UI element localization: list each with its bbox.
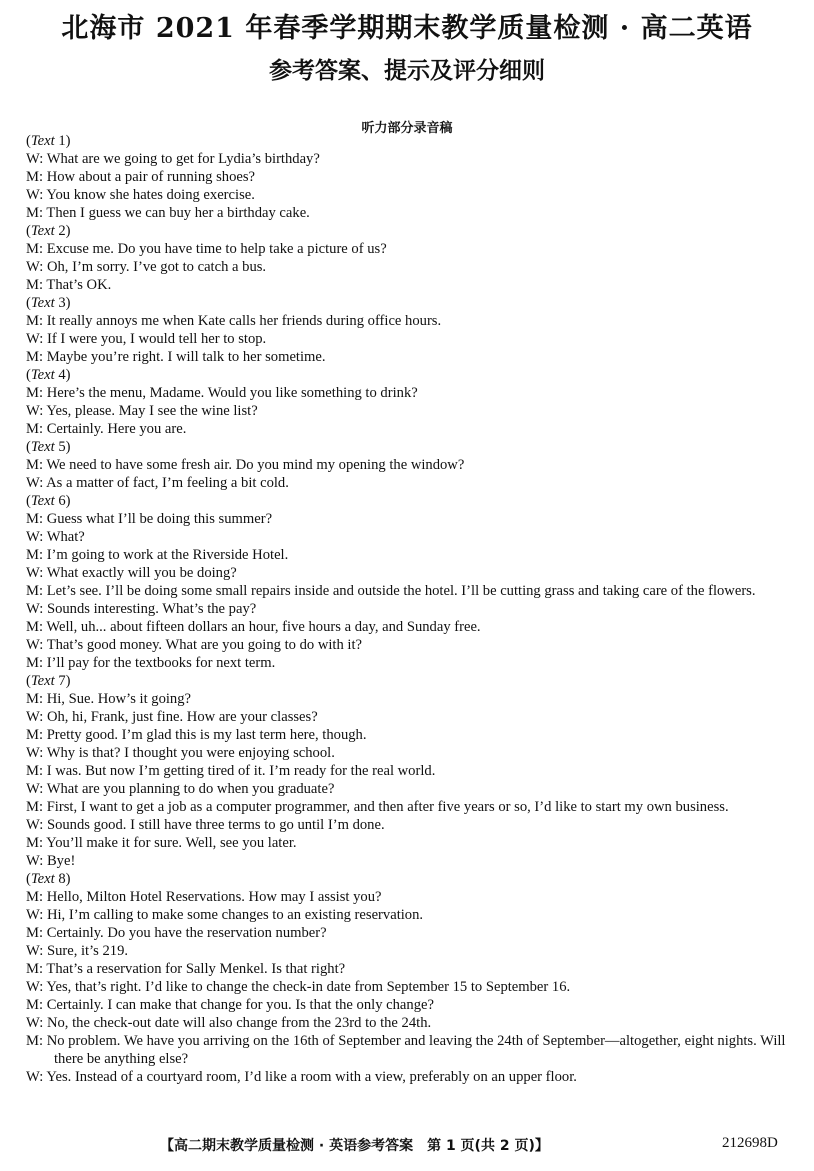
dialogue-text: What are you planning to do when you graduate? xyxy=(46,781,335,797)
speaker-label: M: xyxy=(26,961,44,977)
footer-code: 212698D xyxy=(722,1135,778,1151)
dialogue-line xyxy=(26,726,786,744)
dialogue-text: Maybe you’re right. I will talk to her sometime. xyxy=(46,349,326,365)
dialogue-text: What are we going to get for Lydia’s birthday? xyxy=(46,151,320,167)
speaker-label: W: xyxy=(26,601,44,617)
dialogue-text: I was. But now I’m getting tired of it. I’m ready for the real world. xyxy=(46,763,436,779)
speaker-label: M: xyxy=(26,691,44,707)
text-header-open: ( xyxy=(26,223,31,239)
speaker-label: M: xyxy=(26,925,44,941)
text-header-open: ( xyxy=(26,871,31,887)
speaker-label: M: xyxy=(26,277,44,293)
dialogue-text: It really annoys me when Kate calls her friends during office hours. xyxy=(46,313,442,329)
speaker-label: M: xyxy=(26,421,44,437)
speaker-label: M: xyxy=(26,727,44,743)
dialogue-text: Sounds interesting. What’s the pay? xyxy=(46,601,257,617)
dialogue-line xyxy=(26,330,786,348)
speaker-label: M: xyxy=(26,583,44,599)
text-header-number: 2) xyxy=(54,223,71,239)
speaker-label: M: xyxy=(26,349,44,365)
dialogue-text: First, I want to get a job as a computer programmer, and then after five years or so, I’d like to start my own business. xyxy=(46,799,729,815)
speaker-label: W: xyxy=(26,403,44,419)
speaker-label: M: xyxy=(26,835,44,851)
speaker-label: W: xyxy=(26,907,44,923)
dialogue-line xyxy=(26,240,786,258)
document-title: 北海市 2021 年春季学期期末教学质量检测 · 高二英语 xyxy=(61,13,753,44)
dialogue-line xyxy=(26,996,786,1014)
speaker-label: W: xyxy=(26,943,44,959)
speaker-label: M: xyxy=(26,547,44,563)
dialogue-text: Hi, Sue. How’s it going? xyxy=(46,691,191,707)
dialogue-text: Oh, hi, Frank, just fine. How are your classes? xyxy=(46,709,318,725)
dialogue-text: Certainly. Here you are. xyxy=(46,421,187,437)
text-header-number: 1) xyxy=(54,133,71,149)
speaker-label: W: xyxy=(26,331,44,347)
speaker-label: M: xyxy=(26,889,44,905)
dialogue-line xyxy=(26,276,786,294)
dialogue-line xyxy=(26,258,786,276)
speaker-label: W: xyxy=(26,637,44,653)
dialogue-line xyxy=(26,186,786,204)
dialogue-line xyxy=(26,834,786,852)
speaker-label: W: xyxy=(26,1069,44,1085)
dialogue-line xyxy=(26,204,786,222)
dialogue-text: That’s OK. xyxy=(46,277,112,293)
dialogue-line xyxy=(26,528,786,546)
dialogue-text: Hello, Milton Hotel Reservations. How may I assist you? xyxy=(46,889,382,905)
text-header-word: Text xyxy=(30,295,55,311)
dialogue-text: I’m going to work at the Riverside Hotel. xyxy=(46,547,289,563)
speaker-label: W: xyxy=(26,979,44,995)
dialogue-text: Why is that? I thought you were enjoying school. xyxy=(46,745,335,761)
dialogue-text: Certainly. Do you have the reservation number? xyxy=(46,925,327,941)
speaker-label: M: xyxy=(26,799,44,815)
dialogue-text: Let’s see. I’ll be doing some small repairs inside and outside the hotel. I’ll be cutting grass and taking care of the flowers. xyxy=(46,583,756,599)
dialogue-line xyxy=(26,564,786,582)
text-header xyxy=(26,438,786,456)
text-header xyxy=(26,366,786,384)
dialogue-line xyxy=(26,708,786,726)
speaker-label: M: xyxy=(26,619,44,635)
dialogue-text: As a matter of fact, I’m feeling a bit cold. xyxy=(46,475,289,491)
dialogue-text: Sounds good. I still have three terms to go until I’m done. xyxy=(46,817,385,833)
dialogue-line xyxy=(26,348,786,366)
text-header-number: 5) xyxy=(54,439,71,455)
dialogue-text: Here’s the menu, Madame. Would you like something to drink? xyxy=(46,385,418,401)
text-header-word: Text xyxy=(30,673,55,689)
dialogue-line xyxy=(26,618,786,636)
dialogue-line xyxy=(26,456,786,474)
dialogue-line xyxy=(26,150,786,168)
speaker-label: M: xyxy=(26,457,44,473)
text-header xyxy=(26,132,786,150)
dialogue-text: No problem. We have you arriving on the 16th of September and leaving the 24th of September—altogether, eight nights. Will there be anything else? xyxy=(46,1033,786,1067)
dialogue-text: Pretty good. I’m glad this is my last term here, though. xyxy=(46,727,367,743)
speaker-label: W: xyxy=(26,745,44,761)
speaker-label: M: xyxy=(26,313,44,329)
dialogue-text: Excuse me. Do you have time to help take a picture of us? xyxy=(46,241,387,257)
text-header xyxy=(26,222,786,240)
speaker-label: M: xyxy=(26,1033,44,1049)
dialogue-text: Yes, that’s right. I’d like to change the check-in date from September 15 to September 16. xyxy=(46,979,571,995)
dialogue-line xyxy=(26,690,786,708)
text-header xyxy=(26,492,786,510)
dialogue-line xyxy=(26,960,786,978)
dialogue-line xyxy=(26,384,786,402)
dialogue-text: I’ll pay for the textbooks for next term. xyxy=(46,655,276,671)
dialogue-text: Guess what I’ll be doing this summer? xyxy=(46,511,273,527)
text-header-number: 6) xyxy=(54,493,71,509)
speaker-label: M: xyxy=(26,511,44,527)
footer-page-info: 【高二期末教学质量检测 · 英语参考答案 第 1 页(共 2 页)】 xyxy=(160,1138,549,1154)
speaker-label: W: xyxy=(26,151,44,167)
speaker-label: W: xyxy=(26,853,44,869)
text-header xyxy=(26,870,786,888)
speaker-label: M: xyxy=(26,655,44,671)
dialogue-text: Oh, I’m sorry. I’ve got to catch a bus. xyxy=(46,259,267,275)
dialogue-text: You know she hates doing exercise. xyxy=(46,187,255,203)
dialogue-line xyxy=(26,420,786,438)
dialogue-line xyxy=(26,744,786,762)
speaker-label: W: xyxy=(26,1015,44,1031)
dialogue-text: That’s good money. What are you going to do with it? xyxy=(46,637,363,653)
speaker-label: M: xyxy=(26,169,44,185)
text-header-open: ( xyxy=(26,367,31,383)
transcript-body xyxy=(26,132,786,1086)
speaker-label: W: xyxy=(26,565,44,581)
dialogue-text: What exactly will you be doing? xyxy=(46,565,237,581)
speaker-label: M: xyxy=(26,763,44,779)
speaker-label: W: xyxy=(26,259,44,275)
dialogue-line xyxy=(26,546,786,564)
dialogue-line xyxy=(26,474,786,492)
dialogue-text: What? xyxy=(46,529,85,545)
speaker-label: W: xyxy=(26,709,44,725)
speaker-label: M: xyxy=(26,385,44,401)
dialogue-text: Well, uh... about fifteen dollars an hour, five hours a day, and Sunday free. xyxy=(46,619,481,635)
dialogue-text: Hi, I’m calling to make some changes to an existing reservation. xyxy=(46,907,424,923)
speaker-label: W: xyxy=(26,475,44,491)
dialogue-line xyxy=(26,1014,786,1032)
dialogue-line xyxy=(26,888,786,906)
dialogue-line xyxy=(26,312,786,330)
text-header-open: ( xyxy=(26,439,31,455)
text-header-word: Text xyxy=(30,223,55,239)
dialogue-line xyxy=(26,816,786,834)
dialogue-line xyxy=(26,762,786,780)
speaker-label: W: xyxy=(26,187,44,203)
text-header-open: ( xyxy=(26,673,31,689)
dialogue-text: Then I guess we can buy her a birthday cake. xyxy=(46,205,310,221)
dialogue-line xyxy=(26,402,786,420)
text-header-open: ( xyxy=(26,295,31,311)
dialogue-line xyxy=(26,852,786,870)
text-header-word: Text xyxy=(30,439,55,455)
dialogue-text: We need to have some fresh air. Do you mind my opening the window? xyxy=(46,457,465,473)
dialogue-line xyxy=(26,780,786,798)
dialogue-text: How about a pair of running shoes? xyxy=(46,169,256,185)
dialogue-line xyxy=(26,924,786,942)
text-header-open: ( xyxy=(26,133,31,149)
dialogue-line xyxy=(26,1068,786,1086)
text-header-number: 3) xyxy=(54,295,71,311)
document-subtitle: 参考答案、提示及评分细则 xyxy=(269,57,545,84)
speaker-label: M: xyxy=(26,205,44,221)
dialogue-line xyxy=(26,654,786,672)
dialogue-line xyxy=(26,636,786,654)
dialogue-text: Bye! xyxy=(46,853,76,869)
dialogue-line xyxy=(26,942,786,960)
dialogue-line xyxy=(26,798,786,816)
text-header-word: Text xyxy=(30,367,55,383)
text-header-open: ( xyxy=(26,493,31,509)
dialogue-line xyxy=(26,978,786,996)
dialogue-line xyxy=(26,600,786,618)
text-header xyxy=(26,672,786,690)
text-header-number: 7) xyxy=(54,673,71,689)
text-header-word: Text xyxy=(30,871,55,887)
dialogue-line xyxy=(26,582,786,600)
text-header xyxy=(26,294,786,312)
section-heading: 听力部分录音稿 xyxy=(361,121,453,136)
dialogue-text: Sure, it’s 219. xyxy=(46,943,129,959)
speaker-label: W: xyxy=(26,781,44,797)
dialogue-text: Yes, please. May I see the wine list? xyxy=(46,403,258,419)
speaker-label: M: xyxy=(26,241,44,257)
dialogue-text: Yes. Instead of a courtyard room, I’d like a room with a view, preferably on an upper floor. xyxy=(46,1069,577,1085)
dialogue-text: Certainly. I can make that change for you. Is that the only change? xyxy=(46,997,434,1013)
dialogue-text: That’s a reservation for Sally Menkel. Is that right? xyxy=(46,961,346,977)
dialogue-line xyxy=(26,1032,786,1068)
dialogue-line xyxy=(26,510,786,528)
text-header-word: Text xyxy=(30,493,55,509)
speaker-label: M: xyxy=(26,997,44,1013)
speaker-label: W: xyxy=(26,529,44,545)
dialogue-line xyxy=(26,906,786,924)
dialogue-text: You’ll make it for sure. Well, see you later. xyxy=(46,835,297,851)
speaker-label: W: xyxy=(26,817,44,833)
dialogue-text: If I were you, I would tell her to stop. xyxy=(46,331,267,347)
text-header-number: 4) xyxy=(54,367,71,383)
dialogue-line xyxy=(26,168,786,186)
text-header-word: Text xyxy=(30,133,55,149)
text-header-number: 8) xyxy=(54,871,71,887)
dialogue-text: No, the check-out date will also change from the 23rd to the 24th. xyxy=(46,1015,432,1031)
